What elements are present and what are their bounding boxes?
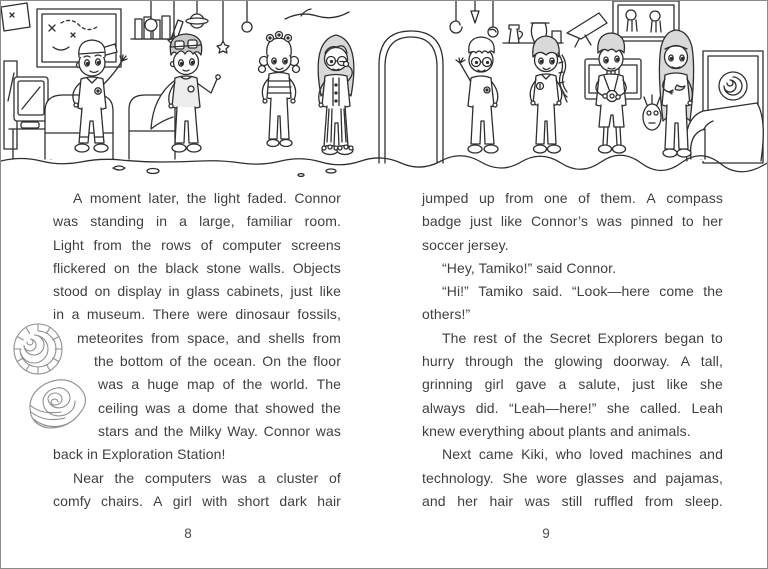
text-line: was a huge map of the world. The [98, 376, 341, 393]
hanging-shells [450, 1, 498, 37]
map-frame [37, 9, 121, 67]
branch-decor [285, 9, 349, 19]
right-page-text [422, 187, 723, 513]
text-line: meteorites from space, and shells from [77, 329, 341, 346]
corner-picture-frame [1, 3, 30, 31]
text-line: The rest of the Secret Explorers began to [442, 329, 723, 346]
text-line: in a museum. There were dinosaur fossils, [53, 306, 341, 323]
text-line: ceiling was a dome that showed the [98, 399, 341, 416]
text-line: “Hi!” Tamiko said. “Look—here come the [442, 283, 723, 300]
text-line: hurry through the glowing doorway. A tall, [422, 353, 723, 370]
text-line: comfy chairs. A girl with short dark hair [53, 492, 341, 509]
girl-with-braid-soccer-jersey [530, 36, 567, 153]
text-line: Light from the rows of computer screens [53, 236, 341, 253]
text-line: and her hair was still ruffled from sleep. [422, 492, 723, 509]
text-line: Near the computers was a cluster of [73, 469, 341, 486]
tribal-mask [643, 95, 661, 130]
text-line: the bottom of the ocean. On the floor [94, 353, 341, 370]
right-page-number: 9 [542, 526, 550, 541]
text-line: was standing in a large, familiar room. [53, 213, 341, 230]
text-line: flickered on the black stone walls. Objects [53, 259, 341, 276]
text-line: jumped up from one of them. A compass [422, 190, 723, 206]
text-line: back in Exploration Station! [53, 446, 226, 463]
arched-doorway [379, 31, 443, 163]
left-page-text [53, 187, 341, 513]
couch [686, 103, 764, 161]
girl-in-pajamas-with-glasses [318, 35, 354, 155]
text-line: stars and the Milky Way. Connor was [98, 422, 341, 439]
illustration-exploration-station [1, 1, 767, 183]
text-line: Next came Kiki, who loved machines and [442, 446, 723, 463]
boy-holding-compass-badge [596, 33, 626, 153]
text-line: badge just like Connor’s was pinned to her [422, 213, 723, 230]
text-line: grinning girl gave a salute, just like she [422, 376, 723, 393]
text-line: knew everything about plants and animals. [422, 422, 691, 439]
text-line: others!” [422, 306, 471, 323]
text-line: soccer jersey. [422, 236, 509, 253]
left-page-number: 8 [184, 526, 192, 541]
text-line: stood on display in glass cabinets, just like [53, 283, 341, 300]
text-line: always did. “Leah—here!” she called. Leah [422, 399, 723, 416]
girl-with-flower-crown [259, 32, 300, 147]
text-line: “Hey, Tamiko!” said Connor. [442, 259, 617, 276]
text-line: A moment later, the light faded. Connor [73, 190, 341, 206]
boy-with-glasses-waving [456, 37, 498, 153]
floor-line [1, 155, 767, 176]
text-line: technology. She wore glasses and pajamas, [422, 469, 723, 486]
